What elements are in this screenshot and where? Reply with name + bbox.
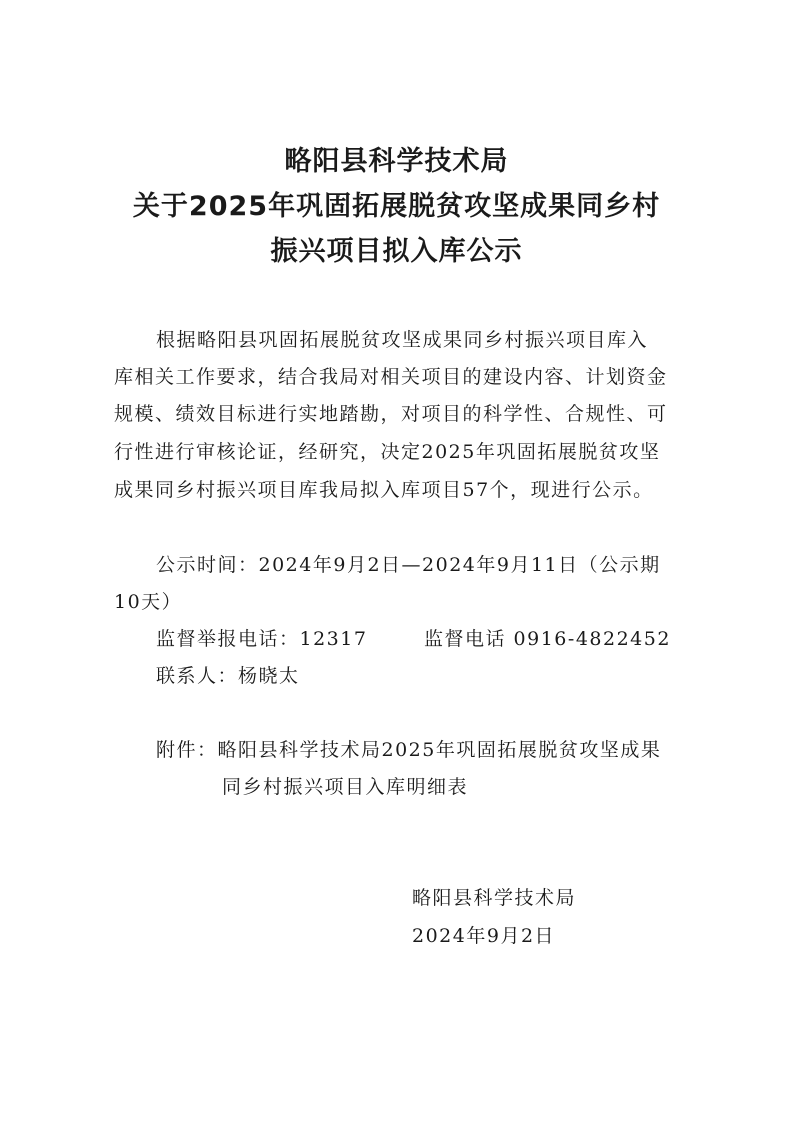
attachment-line-1: 附件：略阳县科学技术局2025年巩固拓展脱贫攻坚成果 — [156, 739, 662, 761]
publicity-period-line-2: 10天） — [114, 591, 183, 613]
title-line-1: 略阳县科学技术局 — [284, 146, 509, 177]
body-line-5: 成果同乡村振兴项目库我局拟入库项目57个，现进行公示。 — [114, 479, 654, 501]
title-line-3: 振兴项目拟入库公示 — [270, 236, 523, 267]
signature-date: 2024年9月2日 — [412, 925, 556, 947]
attachment-line-2: 同乡村振兴项目入库明细表 — [222, 776, 469, 798]
supervision-phone: 监督电话 0916-4822452 — [424, 628, 671, 650]
report-hotline: 监督举报电话：12317 — [156, 628, 368, 650]
body-line-1: 根据略阳县巩固拓展脱贫攻坚成果同乡村振兴项目库入 — [156, 329, 649, 351]
body-line-2: 库相关工作要求，结合我局对相关项目的建设内容、计划资金 — [114, 366, 668, 388]
contact-person: 联系人：杨晓太 — [156, 665, 300, 687]
publicity-period-line-1: 公示时间：2024年9月2日—2024年9月11日（公示期 — [156, 554, 661, 576]
signature-org: 略阳县科学技术局 — [412, 887, 577, 909]
body-line-4: 行性进行审核论证，经研究，决定2025年巩固拓展脱贫攻坚 — [114, 441, 661, 463]
title-line-2: 关于2025年巩固拓展脱贫攻坚成果同乡村 — [132, 191, 661, 222]
body-line-3: 规模、绩效目标进行实地踏勘，对项目的科学性、合规性、可 — [114, 403, 668, 425]
